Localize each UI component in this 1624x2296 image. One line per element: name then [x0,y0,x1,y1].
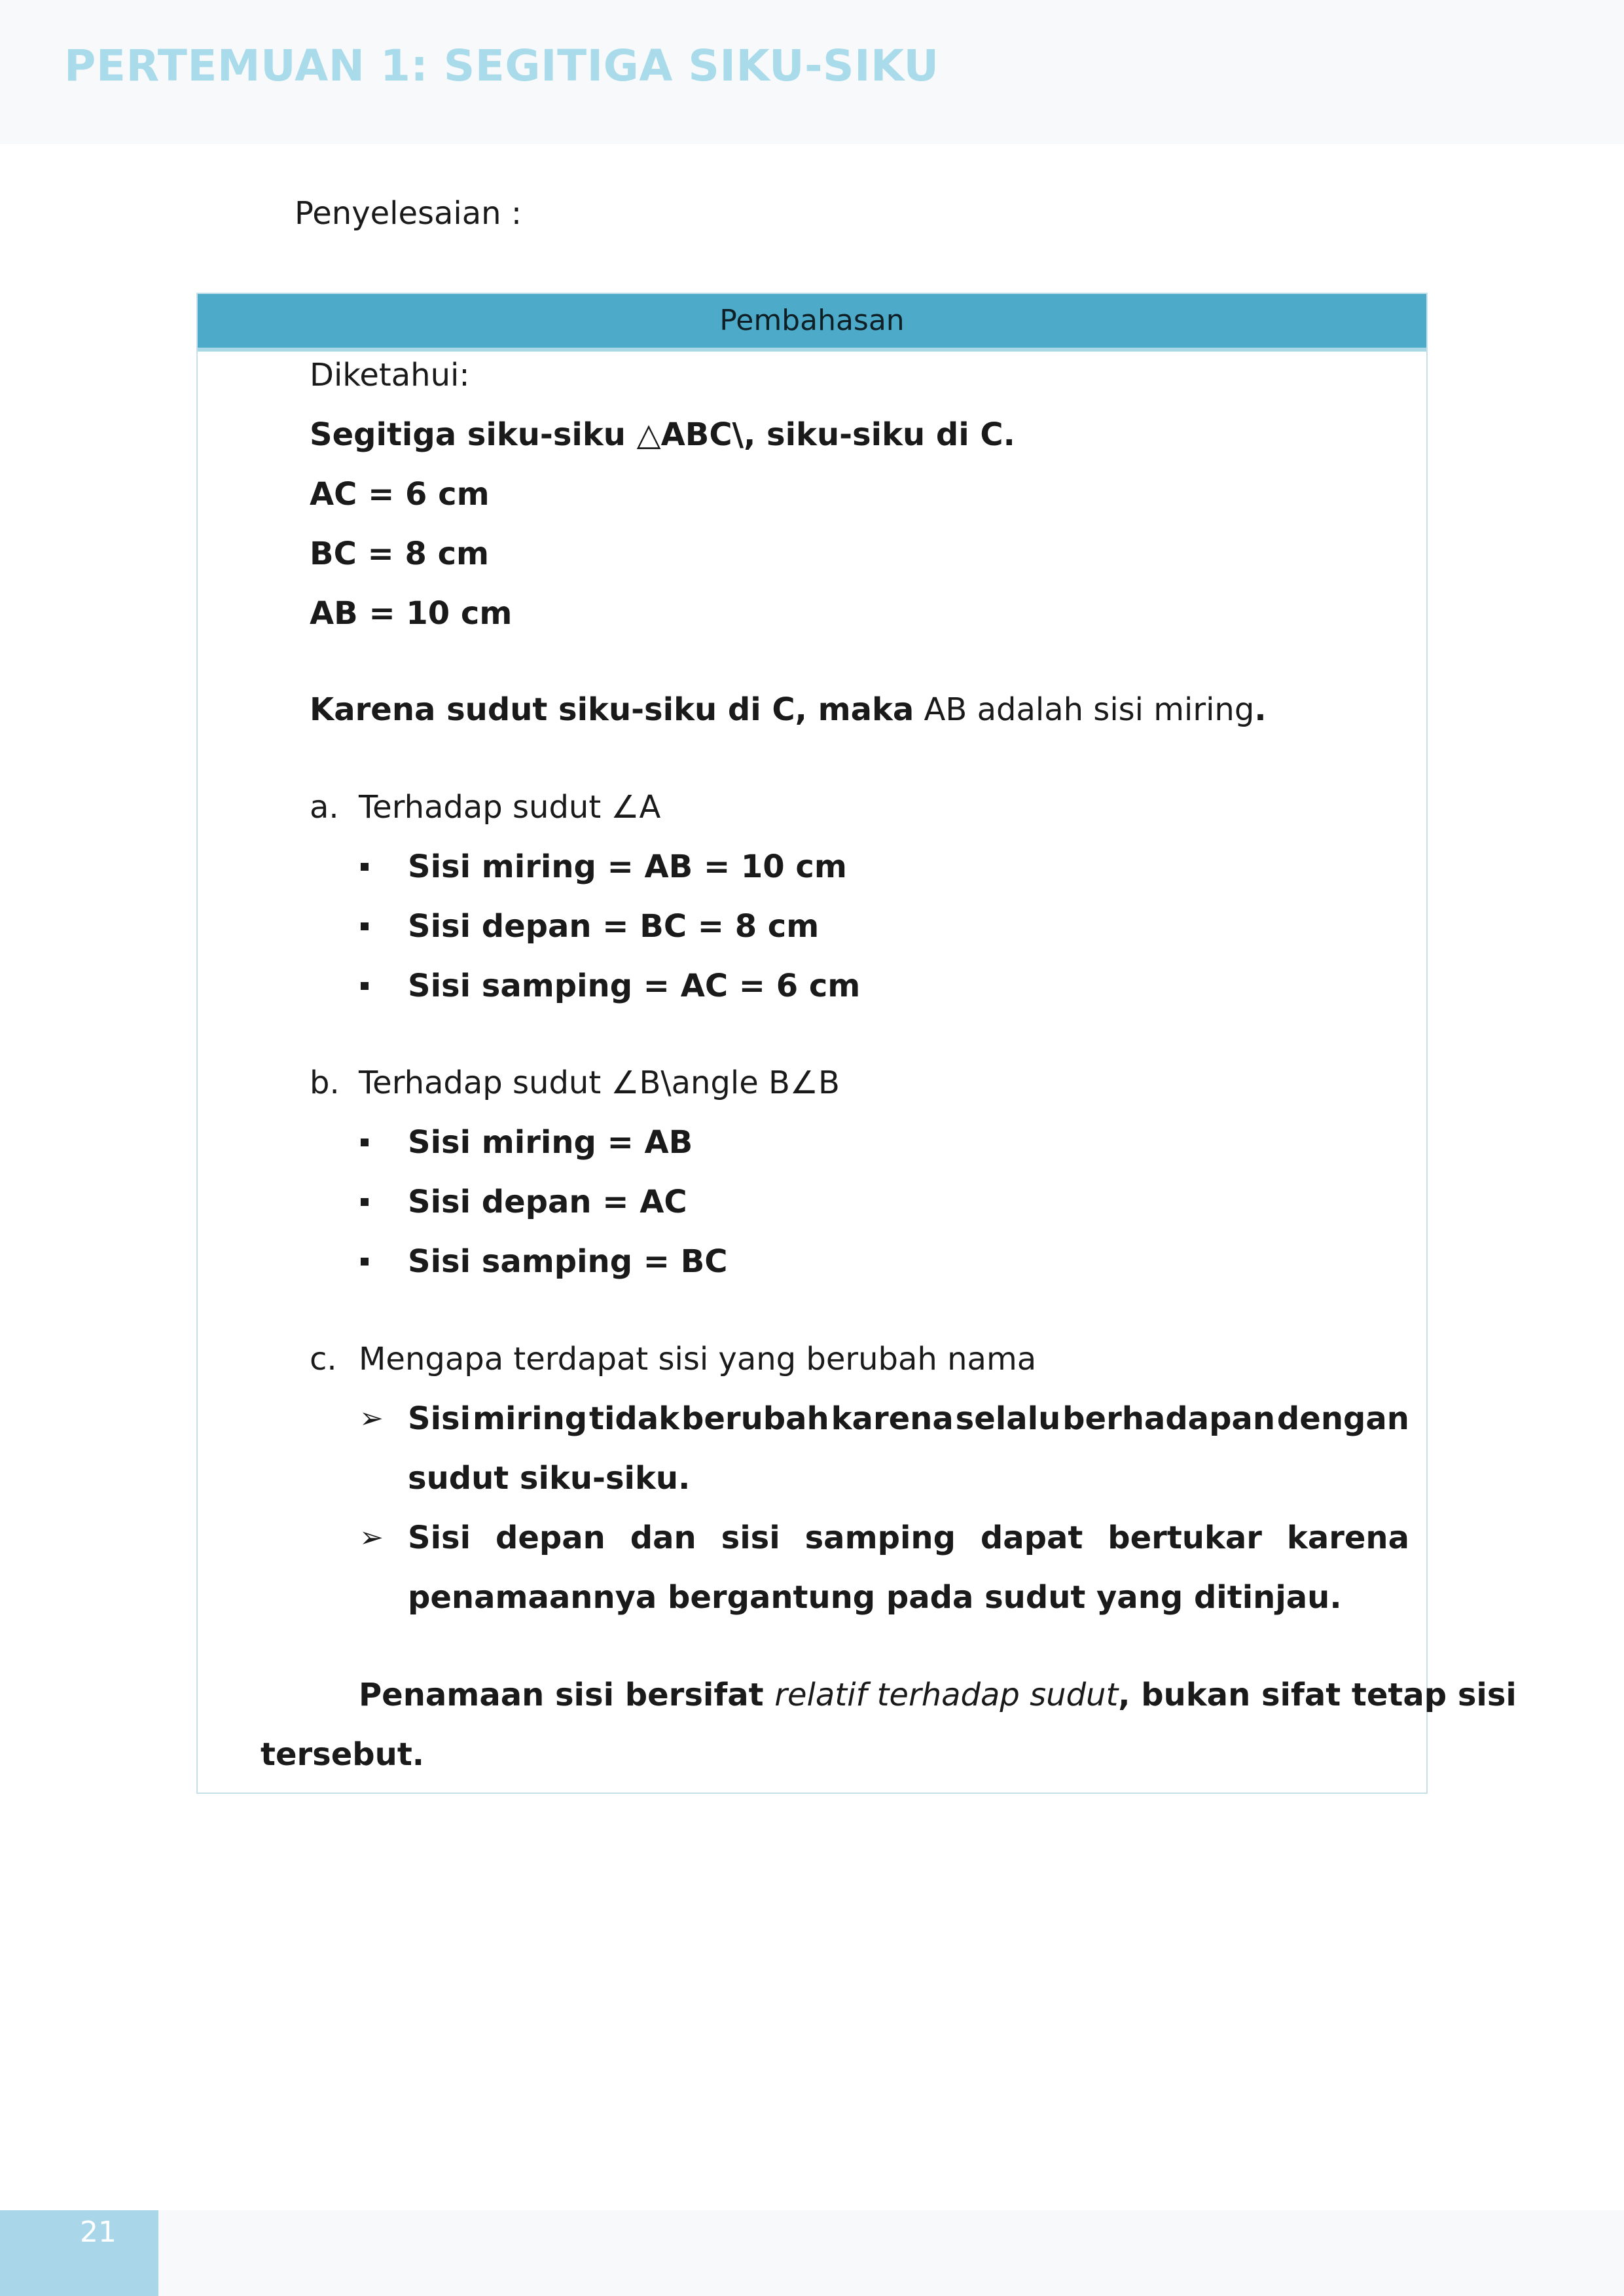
hypotenuse-statement [310,690,1267,729]
part-a-marker: a. [310,789,339,826]
conclusion-part-3: , bukan sifat tetap sisi [1118,1677,1517,1713]
word: sisi [721,1520,780,1556]
word: berhadapan [1062,1400,1275,1437]
part-a-item-2: Sisi depan = BC = 8 cm [408,908,820,945]
known-label: Diketahui: [310,357,470,393]
word: Sisi [408,1520,471,1556]
word: dan [630,1520,696,1556]
arrow-bullet-icon: ➢ [359,1521,384,1554]
bullet-square-icon [361,922,369,930]
conclusion-part-2: relatif terhadap sudut [774,1677,1119,1713]
part-b-item-1: Sisi miring = AB [408,1124,693,1161]
word: tidak [589,1400,680,1437]
hypotenuse-statement-bold: Karena sudut siku-siku di C, maka [310,691,914,728]
part-b-marker: b. [310,1065,340,1101]
word: samping [804,1520,956,1556]
part-a-title: Terhadap sudut ∠A [359,789,661,826]
part-c-item-2-line-1 [408,1518,1409,1558]
word: selalu [955,1400,1061,1437]
word: berubah [681,1400,829,1437]
solution-label: Penyelesaian : [295,195,522,232]
part-b-item-2: Sisi depan = AC [408,1184,687,1220]
arrow-bullet-icon: ➢ [359,1402,384,1435]
part-c-item-1-line-2: sudut siku-siku. [408,1460,691,1497]
discussion-box-heading: Pembahasan [198,294,1426,352]
bullet-square-icon [361,863,369,871]
hypotenuse-statement-rest: AB adalah sisi miring [914,691,1255,728]
word: dapat [980,1520,1083,1556]
bullet-square-icon [361,1258,369,1266]
bullet-square-icon [361,982,369,990]
part-a-item-3: Sisi samping = AC = 6 cm [408,968,861,1004]
footer-band [0,2210,1624,2296]
part-c-item-2-line-2: penamaannya bergantung pada sudut yang ditinjau. [408,1579,1342,1616]
word: miring [472,1400,588,1437]
hypotenuse-statement-end: . [1254,691,1267,728]
known-line-bc: BC = 8 cm [310,536,490,572]
known-line-ab: AB = 10 cm [310,595,513,632]
word: karena [831,1400,954,1437]
word: bertukar [1108,1520,1262,1556]
page-number: 21 [80,2215,117,2249]
word: karena [1286,1520,1409,1556]
part-b-item-3: Sisi samping = BC [408,1243,728,1280]
word: Sisi [408,1400,471,1437]
part-a-item-1: Sisi miring = AB = 10 cm [408,848,847,885]
word: depan [495,1520,605,1556]
known-line-ac: AC = 6 cm [310,476,490,513]
part-c-title: Mengapa terdapat sisi yang berubah nama [359,1341,1037,1377]
word: dengan [1276,1400,1409,1437]
conclusion-line-1 [359,1675,1517,1715]
part-c-marker: c. [310,1341,337,1377]
discussion-box [196,293,1428,1794]
bullet-square-icon [361,1198,369,1206]
known-line-triangle: Segitiga siku-siku △ABC\, siku-siku di C. [310,416,1015,453]
conclusion-line-2: tersebut. [261,1736,425,1773]
part-c-item-1-line-1 [408,1399,1409,1438]
bullet-square-icon [361,1139,369,1146]
page-header-title: PERTEMUAN 1: SEGITIGA SIKU-SIKU [64,41,939,91]
part-b-title: Terhadap sudut ∠B\angle B∠B [359,1065,840,1101]
conclusion-part-1: Penamaan sisi bersifat [359,1677,775,1713]
